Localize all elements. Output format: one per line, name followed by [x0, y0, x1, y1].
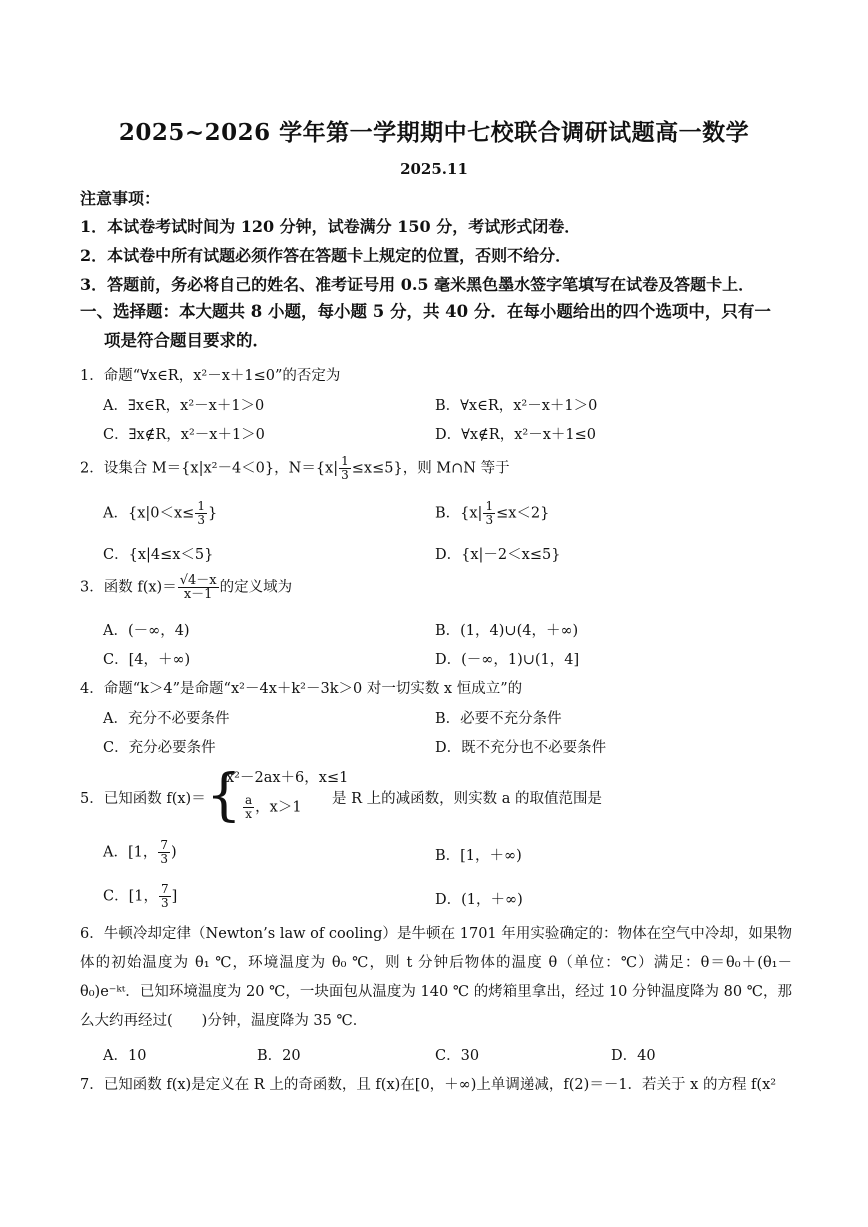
- question-2-option-c: C．{x|4≤x＜5}: [103, 547, 214, 563]
- question-3-stem-part1: 3．函数 f(x)＝: [80, 579, 177, 596]
- option-a-close: ): [171, 844, 177, 861]
- option-c-text: C．[1，: [103, 888, 158, 905]
- option-c-close: ]: [171, 888, 178, 905]
- question-2-stem-part1: 2．设集合 M＝{x|x²－4＜0}，N＝{x|: [80, 460, 339, 477]
- question-5-stem-part1: 5．已知函数 f(x)＝: [80, 791, 206, 807]
- fraction-denominator: 3: [160, 852, 168, 866]
- notice-heading: 注意事项：: [80, 189, 161, 208]
- question-5-stem-part2: 是 R 上的减函数，则实数 a 的取值范围是: [332, 791, 602, 807]
- fraction-denominator: 3: [160, 896, 169, 910]
- question-3-option-b: B．(1，4)∪(4，＋∞): [435, 623, 579, 639]
- question-3-option-c: C．[4，＋∞): [103, 652, 191, 668]
- fraction-denominator: 3: [485, 513, 494, 527]
- notice-item-3: 3．答题前，务必将自己的姓名、准考证号用 0.5 毫米黑色墨水签字笔填写在试卷及答题卡上．: [80, 275, 755, 294]
- fraction-numerator: 7: [160, 882, 169, 896]
- piecewise-brace: {: [206, 763, 242, 828]
- question-4-option-b: B．必要不充分条件: [435, 711, 562, 727]
- option-a-text: A．{x|0＜x≤: [103, 505, 195, 522]
- question-1-stem: 1．命题“∀x∈R，x²－x＋1≤0”的否定为: [80, 368, 341, 384]
- question-5-option-a: [103, 839, 177, 866]
- question-2-option-b: [435, 500, 549, 527]
- question-4-option-a: A．充分不必要条件: [103, 711, 230, 727]
- question-5-option-d: D．(1，＋∞): [435, 892, 523, 908]
- piecewise-case-2-condition: ，x＞1: [255, 799, 302, 816]
- question-2-stem-part2: ≤x≤5}，则 M∩N 等于: [351, 460, 510, 477]
- fraction-domain-expression: [178, 574, 219, 601]
- question-2-option-d: D．{x|－2＜x≤5}: [435, 547, 561, 563]
- fraction-numerator: 1: [341, 454, 349, 468]
- question-6-option-c: C．30: [435, 1048, 480, 1064]
- fraction-numerator: 1: [485, 499, 494, 513]
- fraction-numerator: √4－x: [179, 573, 217, 588]
- fraction-one-third: [483, 500, 495, 527]
- question-1-option-c: C．∃x∉R，x²－x＋1＞0: [103, 427, 265, 443]
- question-7-stem: 7．已知函数 f(x)是定义在 R 上的奇函数，且 f(x)在[0，＋∞)上单调递减，f(2)＝－1．若关于 x 的方程 f(x²: [80, 1077, 777, 1093]
- question-4-option-c: C．充分必要条件: [103, 740, 216, 756]
- question-3-stem-part2: 的定义域为: [219, 579, 293, 596]
- question-3-stem: [80, 574, 292, 601]
- question-6-stem: 6．牛顿冷却定律（Newton’s law of cooling）是牛顿在 1701 年用实验确定的：物体在空气中冷却，如果物体的初始温度为 θ₁ ℃，环境温度为 θ₀ ℃，则 t 分钟后物体的温度 θ（单位：℃）满足：θ＝θ₀＋(θ₁－θ₀)e⁻ᵏᵗ．已知环境温度为 20 ℃，一块面包从温度为 140 ℃ 的烤箱里拿出，经过 10 分钟温度降为 80 ℃，那么大约再经过( )分钟，温度降为 35 ℃．: [80, 926, 792, 1029]
- option-a-text: A．[1，: [103, 844, 158, 861]
- notice-item-2: 2．本试卷中所有试题必须作答在答题卡上规定的位置，否则不给分．: [80, 246, 572, 265]
- section-heading-line2: 项是符合题目要求的．: [104, 331, 269, 350]
- question-6-option-b: B．20: [257, 1048, 301, 1064]
- question-4-option-d: D．既不充分也不必要条件: [435, 740, 607, 756]
- fraction-one-third: [339, 455, 351, 482]
- question-5-option-b: B．[1，＋∞): [435, 848, 522, 864]
- fraction-denominator: x－1: [183, 587, 213, 602]
- option-b-text: B．{x|: [435, 505, 483, 522]
- option-b-close: ≤x＜2}: [496, 505, 550, 522]
- fraction-denominator: x: [245, 807, 252, 821]
- question-2-stem: [80, 455, 510, 482]
- question-4-stem: 4．命题“k＞4”是命题“x²－4x＋k²－3k＞0 对一切实数 x 恒成立”的: [80, 681, 523, 697]
- question-6-option-a: A．10: [103, 1048, 147, 1064]
- question-3-option-a: A．(－∞，4): [103, 623, 190, 639]
- question-1-option-a: A．∃x∈R，x²－x＋1＞0: [103, 398, 265, 414]
- fraction-numerator: a: [245, 793, 253, 807]
- fraction-a-over-x: [243, 794, 254, 821]
- question-6-option-d: D．40: [611, 1048, 656, 1064]
- fraction-denominator: 3: [341, 468, 349, 482]
- fraction-numerator: 1: [197, 499, 205, 513]
- piecewise-case-1: x²－2ax＋6，x≤1: [226, 770, 349, 786]
- question-5-option-c: [103, 883, 177, 910]
- question-1-option-d: D．∀x∉R，x²－x＋1≤0: [435, 427, 596, 443]
- exam-title: 2025~2026 学年第一学期期中七校联合调研试题高一数学: [118, 119, 750, 146]
- fraction-denominator: 3: [197, 513, 205, 527]
- piecewise-case-2: [242, 794, 302, 821]
- fraction-numerator: 7: [160, 838, 168, 852]
- question-1-option-b: B．∀x∈R，x²－x＋1＞0: [435, 398, 598, 414]
- question-3-option-d: D．(－∞，1)∪(1，4]: [435, 652, 580, 668]
- fraction-one-third: [195, 500, 207, 527]
- question-2-option-a: [103, 500, 217, 527]
- fraction-seven-thirds: [158, 839, 170, 866]
- option-a-close: }: [207, 505, 218, 522]
- notice-item-1: 1．本试卷考试时间为 120 分钟，试卷满分 150 分，考试形式闭卷．: [80, 217, 581, 236]
- fraction-seven-thirds: [159, 883, 171, 910]
- section-heading-line1: 一、选择题：本大题共 8 小题，每小题 5 分，共 40 分．在每小题给出的四个选项中，只有一: [80, 302, 771, 321]
- exam-date: 2025.11: [400, 160, 468, 178]
- section-heading: [80, 297, 792, 355]
